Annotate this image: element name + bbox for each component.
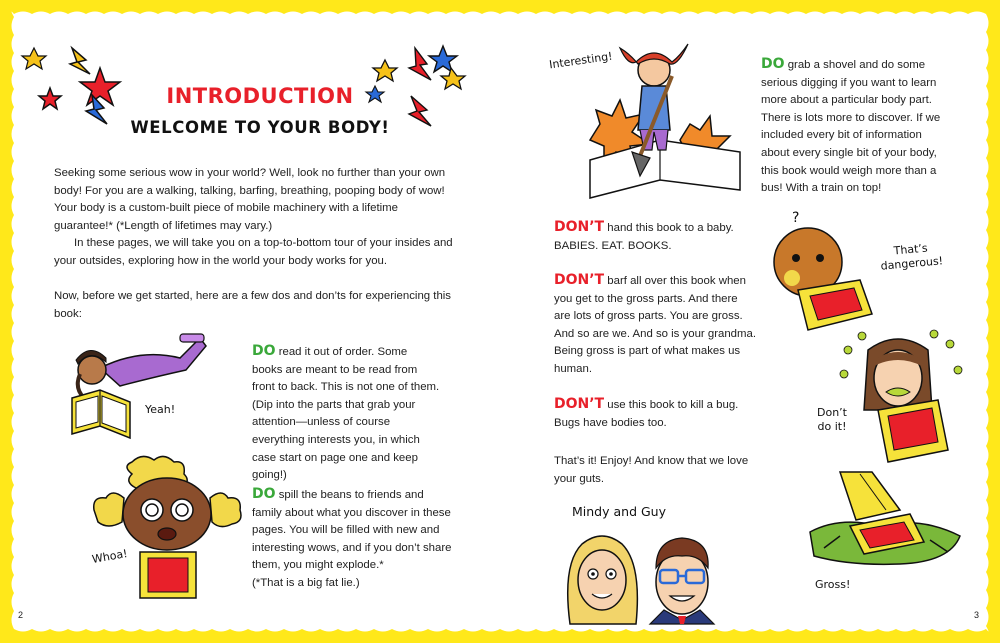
gross-caption: Gross!	[815, 578, 851, 591]
do-item-3	[761, 56, 951, 198]
dont-item-2	[554, 272, 756, 379]
page-subheading: WELCOME TO YOUR BODY!	[130, 118, 390, 137]
dont-do-it-caption	[817, 406, 847, 434]
caption-line-2: do it!	[817, 420, 847, 433]
do-label: DO	[761, 56, 785, 72]
dont-text: use this book to kill a bug. Bugs have bodies too.	[554, 399, 739, 429]
dont-label: DON’T	[554, 396, 605, 412]
dont-label: DON’T	[554, 272, 605, 288]
whoa-caption: Whoa!	[91, 547, 129, 567]
intro-paragraph-2: In these pages, we will take you on a top-to-bottom tour of your insides and your outsides, exploring how in the world your body works for you.	[54, 237, 453, 267]
caption-line-1: That’s	[893, 241, 929, 258]
boy-exploding-illustration	[92, 452, 242, 602]
dont-item-3	[554, 396, 756, 432]
dont-text: barf all over this book when you get to the gross parts. And there are lots of gross parts. You are gross. And so are we. And so is your grandma. Being gross is part of what makes us human.	[554, 275, 756, 375]
girl-reading-illustration	[60, 328, 210, 448]
footnote: (*That is a big fat lie.)	[252, 576, 360, 589]
intro-paragraph-3: Now, before we get started, here are a few dos and don’ts for experiencing this book:	[54, 290, 452, 320]
intro-text	[54, 165, 454, 323]
page-number-right: 3	[974, 610, 980, 620]
yeah-caption: Yeah!	[145, 403, 176, 416]
book-bug-illustration	[800, 466, 970, 576]
dont-item-1	[554, 219, 756, 255]
caption-line-1: Don’t	[817, 406, 847, 419]
girl-barfing-illustration	[838, 330, 968, 470]
svg-text:?: ?	[792, 210, 800, 226]
do-label: DO	[252, 343, 276, 359]
closing-text: That’s it! Enjoy! And know that we love your guts.	[554, 455, 749, 485]
do-item-2	[252, 486, 452, 593]
do-text: spill the beans to friends and family about what you discover in these pages. You will be filled with new and interesting wows, and if you don’t share them, you might explode.*	[252, 489, 452, 572]
page-number-left: 2	[18, 610, 24, 620]
do-label: DO	[252, 486, 276, 502]
baby-illustration	[768, 210, 878, 340]
dont-text: hand this book to a baby. BABIES. EAT. BOOKS.	[554, 222, 734, 252]
do-text: grab a shovel and do some serious digging if you want to learn more about a particular body part. There is lots more to discover. If we included every bit of information about every single bit of your body, this book would weigh more than a bus! With a train on top!	[761, 59, 941, 195]
authors-illustration	[552, 524, 752, 624]
interesting-caption: Interesting!	[548, 49, 614, 72]
do-text: read it out of order. Some books are meant to be read from front to back. This is not one of them. (Dip into the parts that grab your attention—unless of course everything interests you, in which case start on page one and keep going!)	[252, 346, 440, 482]
signature: Mindy and Guy	[572, 504, 666, 519]
page-heading: INTRODUCTION	[166, 84, 354, 108]
thats-dangerous-caption	[879, 240, 944, 273]
do-item-1	[252, 343, 440, 485]
intro-paragraph-1: Seeking some serious wow in your world? Well, look no further than your own body! For you are a walking, talking, barfing, breathing, pooping body of wow! Your body is a custom-built piece of mobile machinery with a lifetime guarantee!* (*Length of lifetimes may vary.)	[54, 167, 446, 232]
caption-line-2: dangerous!	[880, 254, 944, 273]
dont-label: DON’T	[554, 219, 605, 235]
